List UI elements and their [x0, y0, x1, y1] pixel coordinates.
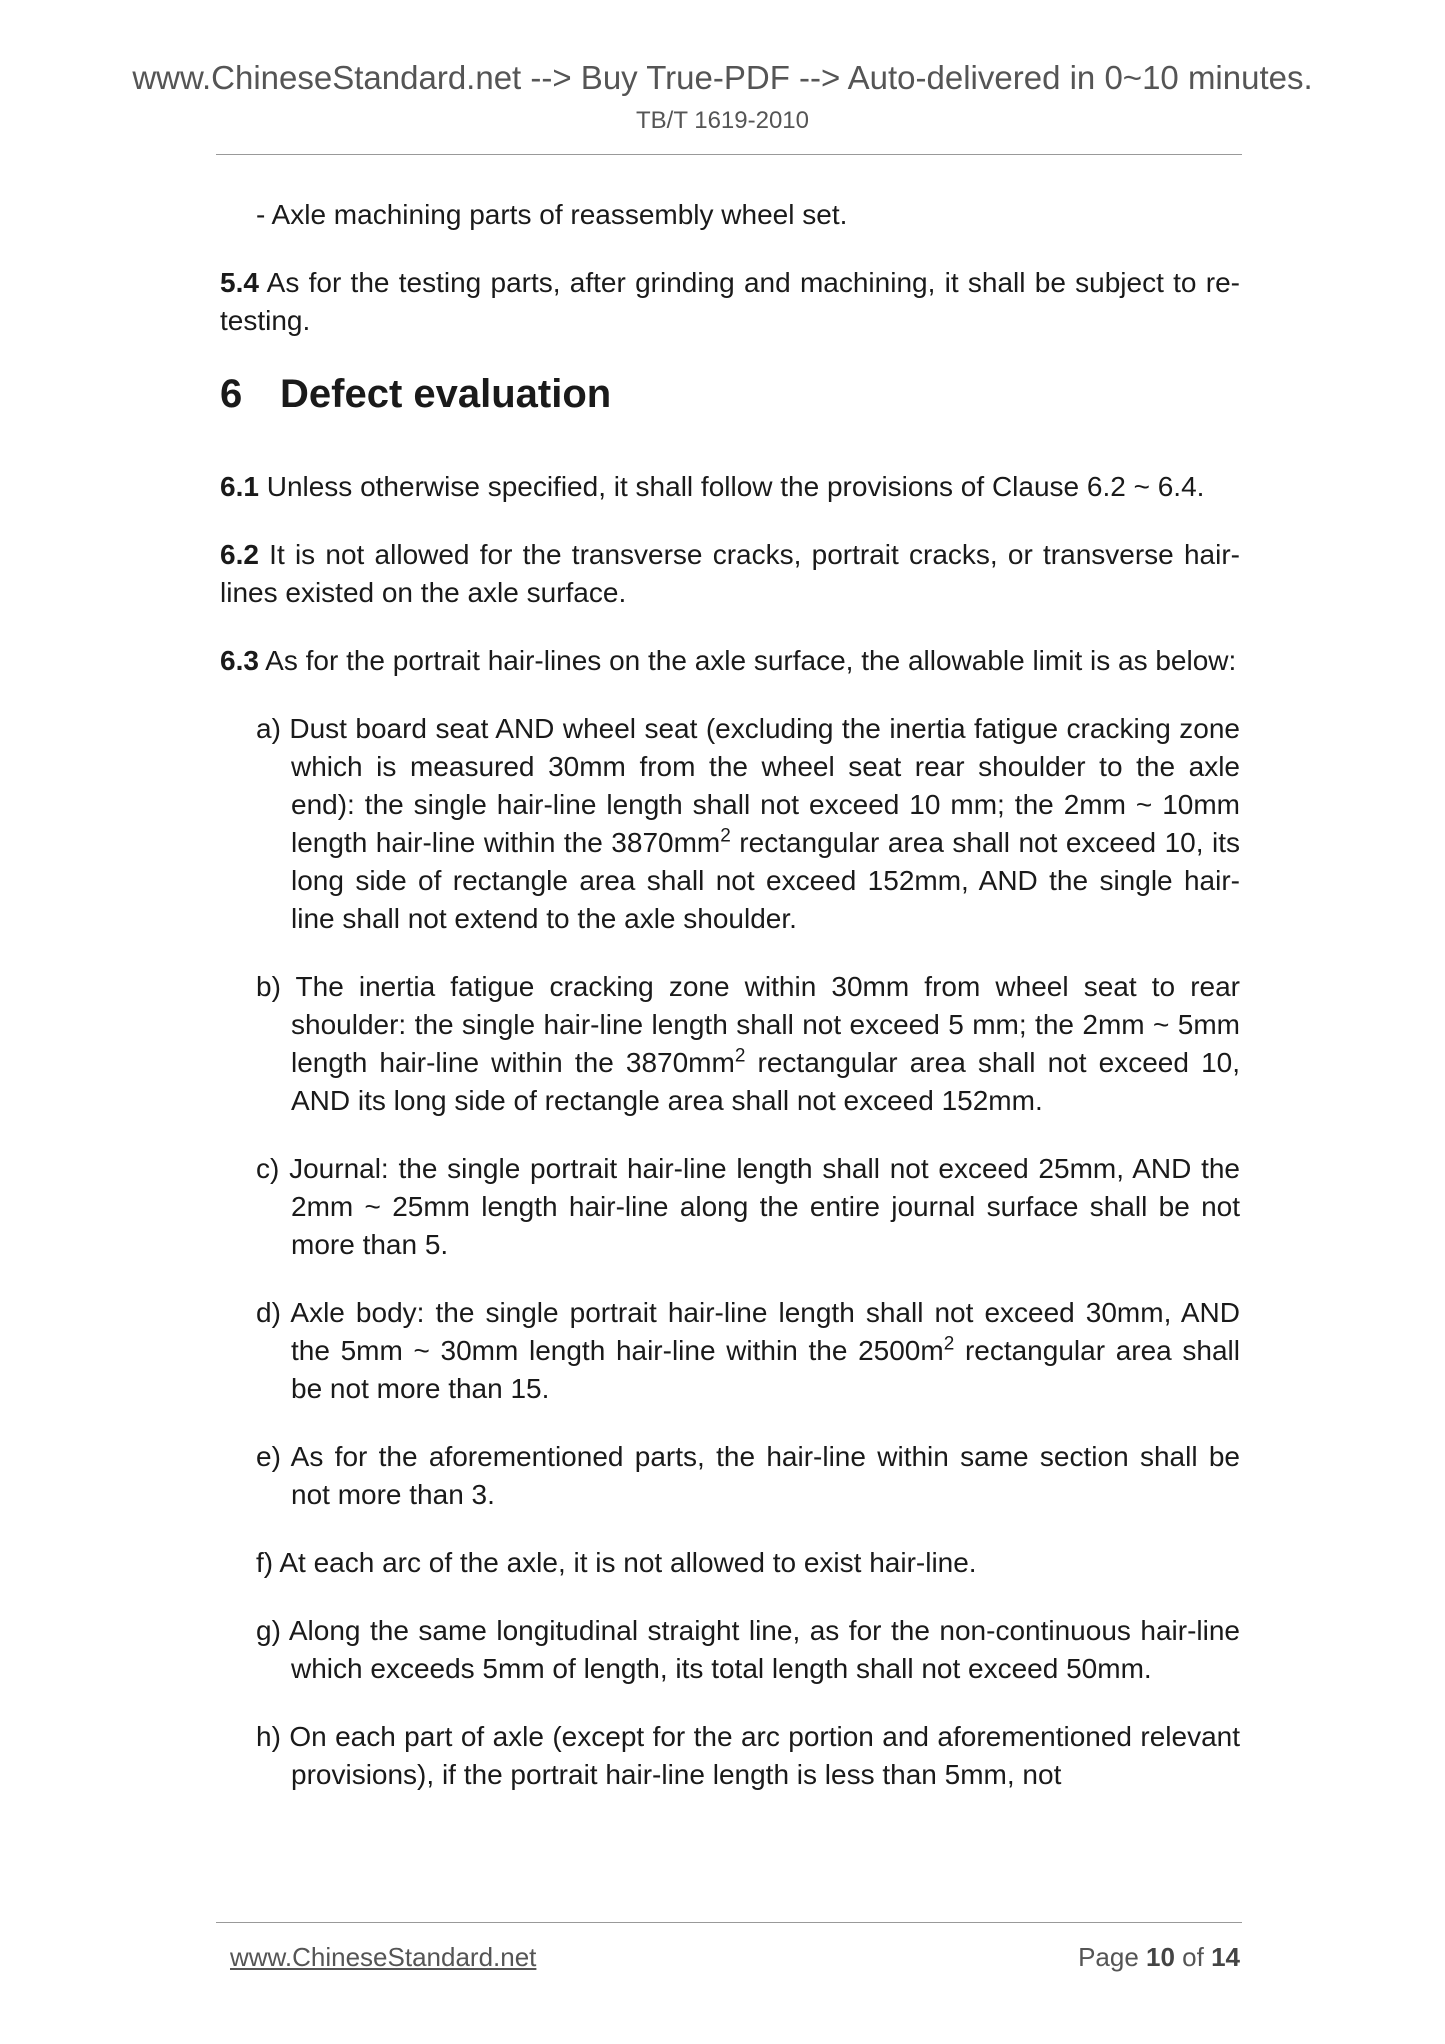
- clause-number: 6.3: [220, 645, 259, 676]
- list-text: At each arc of the axle, it is not allowed to exist hair-line.: [279, 1547, 977, 1578]
- bullet-axle-machining: - Axle machining parts of reassembly wheel set.: [256, 199, 848, 230]
- list-marker: b): [256, 971, 296, 1002]
- list-text: Dust board seat AND wheel seat (excluding the inertia fatigue cracking zone which is measured 30mm from the wheel seat rear shoulder to the axle end): the single hair-line length shall not exceed 10 mm; the 2mm ~ 10mm length hair-line within the 3870mm: [289, 713, 1240, 858]
- clause-5-4: [220, 264, 1240, 340]
- list-text: The inertia fatigue cracking zone within 30mm from wheel seat to rear shoulder: the single hair-line length shall not exceed 5 mm; the 2mm ~ 5mm length hair-line within the 3870mm: [291, 971, 1241, 1078]
- clause-text: As for the testing parts, after grinding and machining, it shall be subject to re-testing.: [220, 267, 1240, 336]
- list-text: Along the same longitudinal straight line, as for the non-continuous hair-line which exceeds 5mm of length, its total length shall not exceed 50mm.: [288, 1615, 1240, 1684]
- superscript: 2: [720, 825, 731, 847]
- header-banner[interactable]: www.ChineseStandard.net --> Buy True-PDF --> Auto-delivered in 0~10 minutes.: [132, 59, 1313, 96]
- list-item-h: [256, 1718, 1240, 1794]
- list-marker: f): [256, 1547, 280, 1578]
- superscript: 2: [943, 1333, 955, 1355]
- clause-number: 6.2: [220, 539, 259, 570]
- clause-6-2: [220, 536, 1240, 612]
- list-text: Axle body: the single portrait hair-line length shall not exceed 30mm, AND the 5mm ~ 30mm length hair-line within the 2500m: [290, 1297, 1240, 1366]
- list-text: On each part of axle (except for the arc portion and aforementioned relevant provisions), if the portrait hair-line length is less than 5mm, not: [289, 1721, 1240, 1790]
- footer-divider: [216, 1922, 1242, 1923]
- list-item-g: [256, 1612, 1240, 1688]
- list-item-f: [256, 1544, 1240, 1582]
- list-marker: c): [256, 1153, 290, 1184]
- clause-6-3: [220, 642, 1240, 680]
- list-text-cont: rectangular area shall not exceed 10, its long side of rectangle area shall not exceed 152mm, AND the single hair-line shall not extend to the axle shoulder.: [291, 827, 1241, 934]
- of-label: of: [1174, 1942, 1212, 1972]
- page-label: Page: [1078, 1942, 1147, 1972]
- footer-site-link[interactable]: www.ChineseStandard.net: [230, 1942, 537, 1972]
- document-body: [220, 196, 1240, 1824]
- clause-text: It is not allowed for the transverse cracks, portrait cracks, or transverse hair-lines existed on the axle surface.: [220, 539, 1240, 608]
- header-divider: [216, 154, 1242, 155]
- list-item-e: [256, 1438, 1240, 1514]
- list-marker: e): [256, 1441, 291, 1472]
- superscript: 2: [734, 1045, 746, 1067]
- list-item-c: [256, 1150, 1240, 1264]
- list-item-d: [256, 1294, 1240, 1408]
- list-text: Journal: the single portrait hair-line length shall not exceed 25mm, AND the 2mm ~ 25mm length hair-line along the entire journal surface shall be not more than 5.: [289, 1153, 1241, 1260]
- clause-text: As for the portrait hair-lines on the axle surface, the allowable limit is as below:: [258, 645, 1237, 676]
- clause-number: 5.4: [220, 267, 259, 298]
- list-marker: d): [256, 1297, 291, 1328]
- section-title: Defect evaluation: [280, 372, 612, 416]
- list-item-a: [256, 710, 1240, 938]
- page-number: 10: [1146, 1942, 1175, 1972]
- page-indicator: [1078, 1940, 1240, 1974]
- list-marker: a): [256, 713, 290, 744]
- clause-number: 6.1: [220, 471, 259, 502]
- section-number: 6: [220, 372, 243, 416]
- standard-number: TB/T 1619-2010: [635, 107, 809, 134]
- page-header: [0, 58, 1445, 136]
- list-text-cont: rectangular area shall be not more than 15.: [291, 1335, 1240, 1404]
- list-marker: h): [256, 1721, 290, 1752]
- clause-6-1: [220, 468, 1240, 506]
- list-text: As for the aforementioned parts, the hair-line within same section shall be not more than 3.: [290, 1441, 1240, 1510]
- list-marker: g): [256, 1615, 289, 1646]
- page-total: 14: [1211, 1942, 1240, 1972]
- list-item-b: [256, 968, 1240, 1120]
- section-heading: [220, 370, 1240, 418]
- clause-text: Unless otherwise specified, it shall follow the provisions of Clause 6.2 ~ 6.4.: [258, 471, 1205, 502]
- list-text-cont: rectangular area shall not exceed 10, AND its long side of rectangle area shall not exceed 152mm.: [291, 1047, 1240, 1116]
